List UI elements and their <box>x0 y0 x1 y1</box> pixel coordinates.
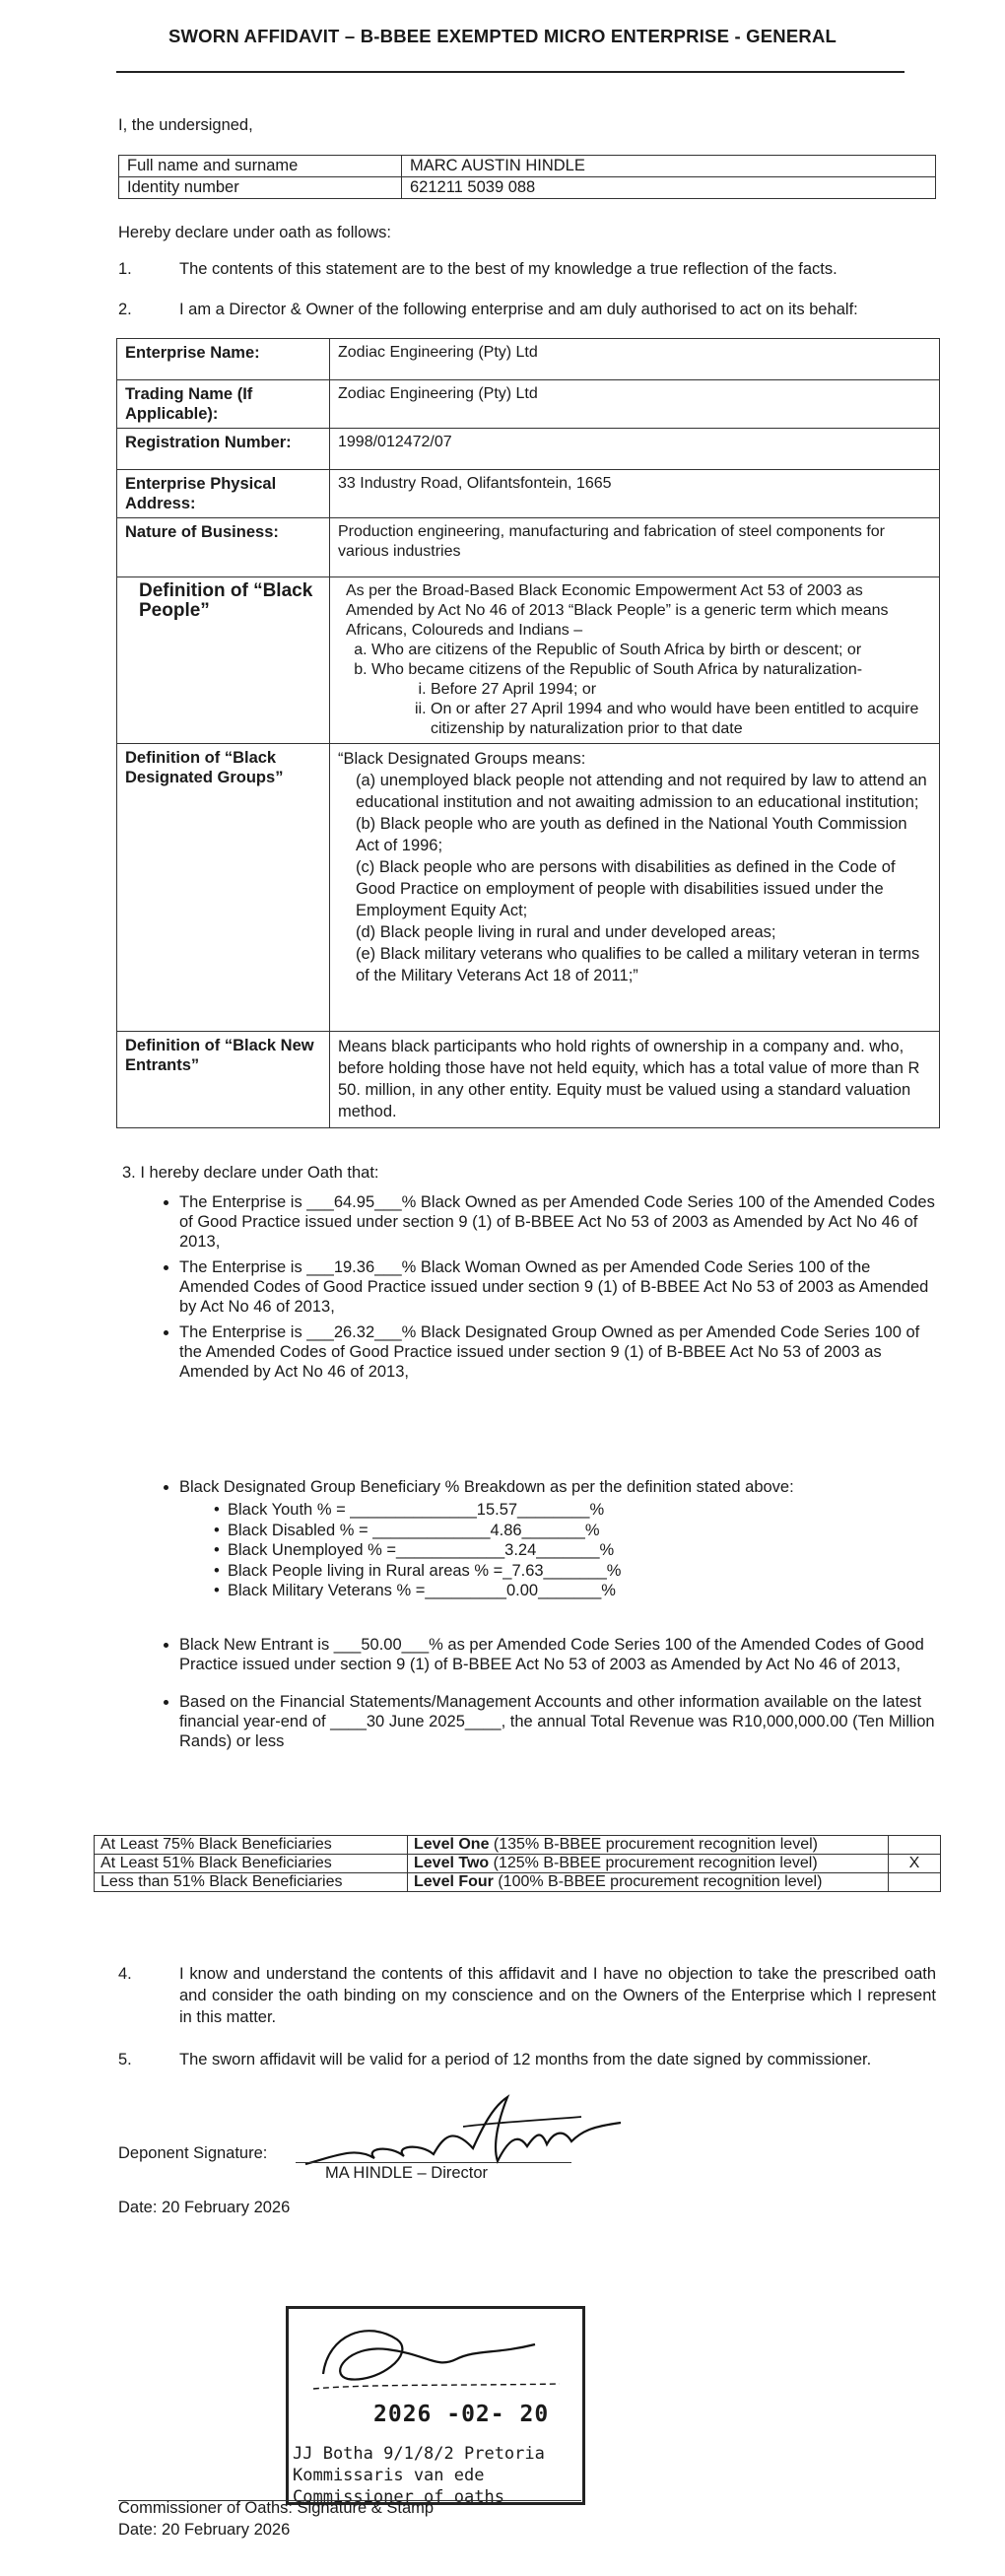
registration-label: Registration Number: <box>117 429 330 470</box>
table-row <box>117 470 940 518</box>
signature-line <box>296 2162 571 2163</box>
level-name: Level Four <box>414 1873 494 1890</box>
table-row <box>117 744 940 1032</box>
new-entrant-section <box>118 1635 936 1757</box>
breakdown-values <box>182 1500 621 1601</box>
new-entrants-definition: Means black participants who hold rights of ownership in a company and. who, before holding those have not held equity, which has a total value of more than R 50. million, in any other entity. Equity must be valued using a standard valuation method. <box>330 1032 940 1128</box>
table-row <box>95 1836 941 1855</box>
list-item: • Black People living in Rural areas % =_7.63_______% <box>182 1561 621 1582</box>
enterprise-name-value: Zodiac Engineering (Pty) Ltd <box>330 339 940 380</box>
list-item: • Black Youth % = ______________15.57________% <box>182 1500 621 1521</box>
list-item: (a) unemployed black people not attending and not required by law to attend an educational institution and not awaiting admission to an educational institution; <box>356 772 927 811</box>
list-item: • Black Unemployed % =____________3.24_______% <box>182 1540 621 1561</box>
paragraph-text: I am a Director & Owner of the following enterprise and am duly authorised to act on its behalf: <box>179 301 858 318</box>
commissioner-stamp <box>286 2306 585 2505</box>
document-title: SWORN AFFIDAVIT – B-BBEE EXEMPTED MICRO ENTERPRISE - GENERAL <box>168 26 838 46</box>
designated-intro: “Black Designated Groups means: <box>338 750 586 768</box>
enterprise-name-label: Enterprise Name: <box>117 339 330 380</box>
paragraph-text: The sworn affidavit will be valid for a period of 12 months from the date signed by commissioner. <box>179 2051 872 2068</box>
deponent-date: Date: 20 February 2026 <box>118 2199 291 2216</box>
level-recognition: (135% B-BBEE procurement recognition level) <box>489 1836 818 1853</box>
level-name: Level Two <box>414 1855 490 1871</box>
enterprise-table <box>116 338 940 1128</box>
black-people-definition <box>330 577 940 744</box>
list-item: (d) Black people living in rural and under developed areas; <box>356 923 776 941</box>
table-row <box>117 339 940 380</box>
stamp-line-2: Kommissaris van ede <box>293 2466 485 2485</box>
new-entrants-label: Definition of “Black New Entrants” <box>117 1032 330 1128</box>
list-item: • Black Military Veterans % =_________0.00_______% <box>182 1581 621 1601</box>
designated-groups-definition <box>330 744 940 1032</box>
paragraph-2 <box>118 300 936 319</box>
table-row <box>117 429 940 470</box>
registration-value: 1998/012472/07 <box>330 429 940 470</box>
level-name: Level One <box>414 1836 490 1853</box>
list-item: • Based on the Financial Statements/Management Accounts and other information available on the latest financial year-end of ____30 June 2025____, the annual Total Revenue was R10,000,000.00 (Ten Million Rands) or less <box>179 1692 936 1751</box>
deponent-name: MA HINDLE – Director <box>325 2164 489 2182</box>
list-item: (e) Black military veterans who qualifies to be called a military veteran in terms of the Military Veterans Act 18 of 2011;” <box>356 945 920 984</box>
list-item: ii. On or after 27 April 1994 and who would have been entitled to acquire citizenship by naturalization prior to that date <box>431 700 931 739</box>
naturalization-list <box>371 680 931 739</box>
designated-items <box>338 770 931 986</box>
stamp-line-1: JJ Botha 9/1/8/2 Pretoria <box>293 2444 545 2464</box>
table-row <box>119 156 936 177</box>
paragraph-number: 1. <box>118 260 132 278</box>
address-value: 33 Industry Road, Olifantsfontein, 1665 <box>330 470 940 518</box>
level-cell <box>408 1836 889 1855</box>
id-value: 621211 5039 088 <box>402 177 936 199</box>
list-item: • Black Disabled % = _____________4.86_______% <box>182 1521 621 1541</box>
table-row <box>117 380 940 429</box>
level-table <box>94 1835 941 1892</box>
list-item: • The Enterprise is ___26.32___% Black Designated Group Owned as per Amended Code Series 100 of the Amended Codes of Good Practice issued under section 9 (1) of B-BBEE Act No 53 of 2003 as Amended by Act No 46 of 2013, <box>179 1322 936 1382</box>
level-cell <box>408 1873 889 1892</box>
beneficiaries-cell: At Least 51% Black Beneficiaries <box>95 1855 408 1873</box>
paragraph-text: The contents of this statement are to the best of my knowledge a true reflection of the facts. <box>179 260 838 278</box>
intro-text: I, the undersigned, <box>118 116 253 134</box>
trading-name-value: Zodiac Engineering (Pty) Ltd <box>330 380 940 429</box>
address-label: Enterprise Physical Address: <box>117 470 330 518</box>
list-item: i. Before 27 April 1994; or <box>431 680 931 700</box>
list-item <box>371 660 931 739</box>
list-item: • The Enterprise is ___64.95___% Black Owned as per Amended Code Series 100 of the Amended Codes of Good Practice issued under section 9 (1) of B-BBEE Act No 53 of 2003 as Amended by Act No 46 of 2013, <box>179 1192 936 1252</box>
table-row <box>95 1855 941 1873</box>
paragraph-1 <box>118 259 936 279</box>
black-people-intro: As per the Broad-Based Black Economic Empowerment Act 53 of 2003 as Amended by Act No 46 of 2013 “Black People” is a generic term which means Africans, Coloureds and Indians – <box>346 582 889 639</box>
table-row <box>95 1873 941 1892</box>
stamp-line-3: Commissioner of oaths <box>293 2487 504 2507</box>
level-cell <box>408 1855 889 1873</box>
commissioner-signature <box>308 2315 565 2404</box>
paragraph-number: 4. <box>118 1965 132 1983</box>
paragraph-number: 5. <box>118 2051 132 2068</box>
level-recognition: (125% B-BBEE procurement recognition level) <box>489 1855 818 1871</box>
list-item: • Black Designated Group Beneficiary % Breakdown as per the definition stated above: <box>179 1477 936 1497</box>
section-3-heading: 3. I hereby declare under Oath that: <box>122 1164 379 1182</box>
list-item: • The Enterprise is ___19.36___% Black Woman Owned as per Amended Code Series 100 of the Amended Codes of Good Practice issued under section 9 (1) of B-BBEE Act No 53 of 2003 as Amended by Act No 46 of 2013, <box>179 1257 936 1317</box>
ownership-list <box>118 1192 936 1382</box>
selection-mark <box>889 1873 941 1892</box>
table-row <box>117 577 940 744</box>
nature-label: Nature of Business: <box>117 518 330 577</box>
level-recognition: (100% B-BBEE procurement recognition level) <box>493 1873 823 1890</box>
deponent-signature-label: Deponent Signature: <box>118 2144 268 2162</box>
identity-table <box>118 155 936 199</box>
paragraph-number: 2. <box>118 301 132 318</box>
table-row <box>119 177 936 199</box>
list-item: a. Who are citizens of the Republic of South Africa by birth or descent; or <box>371 641 931 660</box>
stamp-date: 2026 -02- 20 <box>373 2402 550 2427</box>
paragraph-5 <box>118 2050 936 2069</box>
new-entrant-list <box>118 1635 936 1751</box>
title-divider <box>116 71 904 73</box>
name-label: Full name and surname <box>119 156 402 177</box>
paragraph-4 <box>118 1963 936 2028</box>
table-row <box>117 1032 940 1128</box>
commissioner-label: Commissioner of Oaths: Signature & Stamp <box>118 2499 435 2517</box>
selection-mark: X <box>889 1855 941 1873</box>
list-item: • Black New Entrant is ___50.00___% as per Amended Code Series 100 of the Amended Codes of Good Practice issued under section 9 (1) of B-BBEE Act No 53 of 2003 as Amended by Act No 46 of 2013, <box>179 1635 936 1674</box>
declare-text: Hereby declare under oath as follows: <box>118 224 391 241</box>
black-people-label: Definition of “Black People” <box>117 577 330 744</box>
paragraph-text: I know and understand the contents of this affidavit and I have no objection to take the prescribed oath and consider the oath binding on my conscience and on the Owners of the Enterprise which I represent in this matter. <box>179 1965 936 2026</box>
list-item-text: Who became citizens of the Republic of South Africa by naturalization- <box>371 661 863 678</box>
selection-mark <box>889 1836 941 1855</box>
nature-value: Production engineering, manufacturing and fabrication of steel components for various industries <box>330 518 940 577</box>
beneficiaries-cell: Less than 51% Black Beneficiaries <box>95 1873 408 1892</box>
section-3 <box>118 1163 936 1388</box>
list-item: (b) Black people who are youth as defined in the National Youth Commission Act of 1996; <box>356 815 907 854</box>
list-item: (c) Black people who are persons with disabilities as defined in the Code of Good Practice on employment of people with disabilities issued under the Employment Equity Act; <box>356 858 896 919</box>
breakdown-list <box>118 1477 936 1497</box>
name-value: MARC AUSTIN HINDLE <box>402 156 936 177</box>
table-row <box>117 518 940 577</box>
commissioner-date: Date: 20 February 2026 <box>118 2521 291 2539</box>
designated-groups-label: Definition of “Black Designated Groups” <box>117 744 330 1032</box>
black-people-list <box>338 641 931 739</box>
beneficiaries-cell: At Least 75% Black Beneficiaries <box>95 1836 408 1855</box>
id-label: Identity number <box>119 177 402 199</box>
trading-name-label: Trading Name (If Applicable): <box>117 380 330 429</box>
